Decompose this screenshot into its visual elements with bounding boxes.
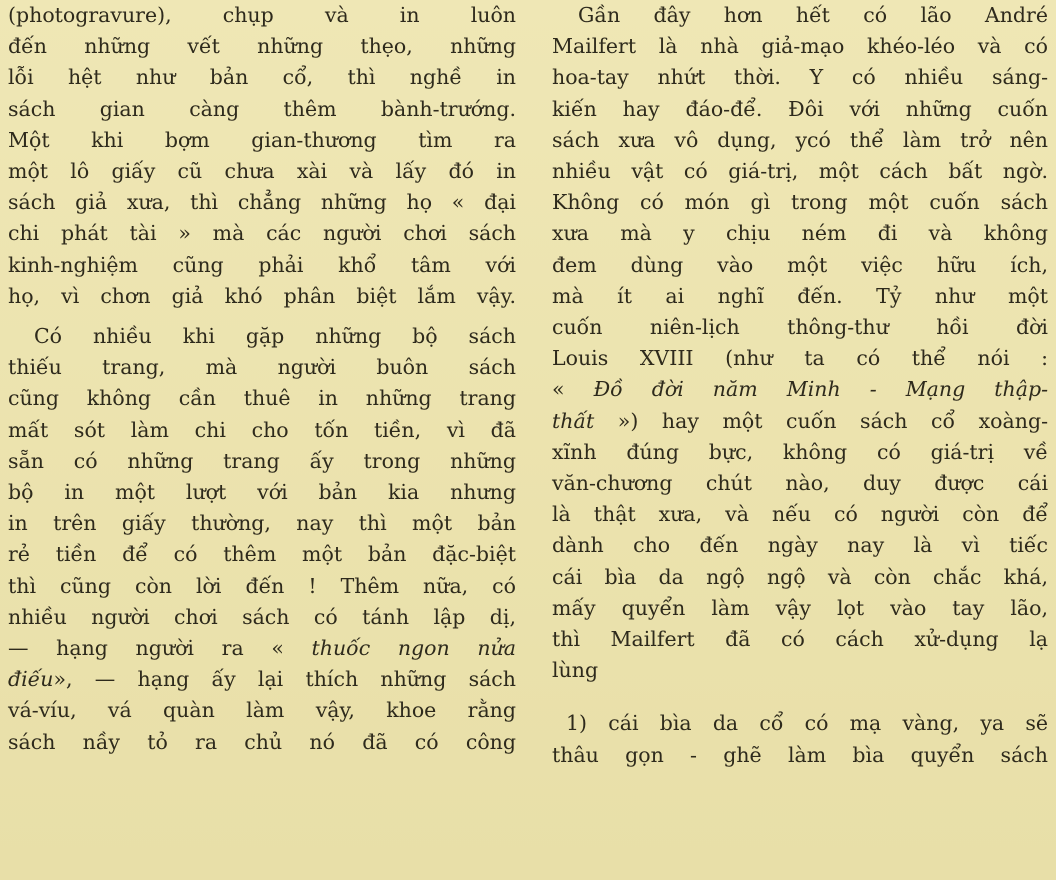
text-line: Louis XVIII (như ta có thể nói :: [552, 346, 1048, 371]
text-line: [552, 374, 1048, 405]
text-line: thì cũng còn lời đến ! Thêm nữa, có: [8, 573, 516, 598]
text-line: thiếu trang, mà người buôn sách: [8, 355, 516, 380]
text-line: mất sót làm chi cho tốn tiền, vì đã: [8, 417, 516, 442]
text-line: cũng không cần thuê in những trang: [8, 386, 516, 411]
text-line: kinh-nghiệm cũng phải khổ tâm với: [8, 252, 516, 277]
left-column: [8, 0, 516, 758]
text-line: [8, 633, 516, 664]
text-line: chi phát tài » mà các người chơi sách: [8, 221, 516, 246]
text-fragment: — hạng người ra «: [8, 636, 312, 661]
text-line: xĩnh đúng bực, không có giá-trị về: [552, 439, 1048, 464]
footnote: [552, 708, 1048, 770]
left-paragraph-1: [8, 0, 516, 312]
text-line: rẻ tiền để có thêm một bản đặc-biệt: [8, 542, 516, 567]
text-line: cuốn niên-lịch thông-thư hồi đời: [552, 315, 1048, 340]
text-line: là thật xưa, và nếu có người còn để: [552, 502, 1048, 527]
text-line: nhiều người chơi sách có tánh lập dị,: [8, 604, 516, 629]
text-line: Không có món gì trong một cuốn sách: [552, 190, 1048, 215]
text-line: (photogravure), chụp và in luôn: [8, 3, 516, 27]
text-fragment: », — hạng ấy lại thích những sách: [53, 667, 516, 692]
text-line: mấy quyển làm vậy lọt vào tay lão,: [552, 595, 1048, 620]
text-line: nhiều vật có giá-trị, một cách bất ngờ.: [552, 159, 1048, 184]
italic-phrase: thuốc ngon nửa: [311, 636, 516, 661]
text-line: sách xưa vô dụng, ycó thể làm trở nên: [552, 127, 1048, 152]
text-line: đem dùng vào một việc hữu ích,: [552, 252, 1048, 277]
italic-phrase: thất: [552, 408, 595, 433]
footnote-line: 1) cái bìa da cổ có mạ vàng, ya sẽ: [566, 711, 1048, 736]
text-line: Một khi bợm gian-thương tìm ra: [8, 127, 516, 152]
text-line: sách giả xưa, thì chẳng những họ « đại: [8, 190, 516, 215]
text-line: hoa-tay nhứt thời. Y có nhiều sáng-: [552, 65, 1048, 90]
text-line: dành cho đến ngày nay là vì tiếc: [552, 533, 1048, 558]
text-line: in trên giấy thường, nay thì một bản: [8, 511, 516, 536]
text-line: [8, 664, 516, 695]
text-fragment: ») hay một cuốn sách cổ xoàng-: [594, 408, 1048, 433]
right-column: [552, 0, 1048, 771]
text-line: lùng: [552, 658, 599, 683]
text-line: Gần đây hơn hết có lão André: [578, 3, 1048, 27]
text-line: [552, 406, 1048, 437]
text-line: mà ít ai nghĩ đến. Tỷ như một: [552, 283, 1048, 308]
text-line: Mailfert là nhà giả-mạo khéo-léo và có: [552, 34, 1048, 59]
text-line: Có nhiều khi gặp những bộ sách: [34, 324, 516, 349]
text-line: vá-víu, vá quàn làm vậy, khoe rằng: [8, 698, 516, 723]
text-line: một lô giấy cũ chưa xài và lấy đó in: [8, 159, 516, 184]
text-line: bộ in một lượt với bản kia nhưng: [8, 480, 516, 505]
text-line: kiến hay đáo-để. Đôi với những cuốn: [552, 96, 1048, 121]
footnote-line: thâu gọn - ghẽ làm bìa quyển sách: [552, 742, 1048, 767]
text-line: lỗi hệt như bản cổ, thì nghề in: [8, 65, 516, 90]
text-line: sẵn có những trang ấy trong những: [8, 448, 516, 473]
text-line: đến những vết những thẹo, những: [8, 34, 516, 59]
text-line: cái bìa da ngộ ngộ và còn chắc khá,: [552, 564, 1048, 589]
text-line: sách gian càng thêm bành-trướng.: [8, 96, 516, 121]
left-paragraph-2: [8, 321, 516, 758]
text-fragment: «: [552, 377, 594, 402]
text-line: thì Mailfert đã có cách xử-dụng lạ: [552, 627, 1048, 652]
italic-phrase: Đồ đời năm Minh - Mạng thập-: [593, 377, 1048, 402]
text-line: văn-chương chút nào, duy được cái: [552, 471, 1048, 496]
text-line: họ, vì chơn giả khó phân biệt lắm vậy.: [8, 283, 516, 308]
italic-phrase: điếu: [8, 667, 54, 692]
text-line: xưa mà y chịu ném đi và không: [552, 221, 1048, 246]
right-paragraph-1: [552, 0, 1048, 686]
text-line: sách nầy tỏ ra chủ nó đã có công: [8, 729, 516, 754]
